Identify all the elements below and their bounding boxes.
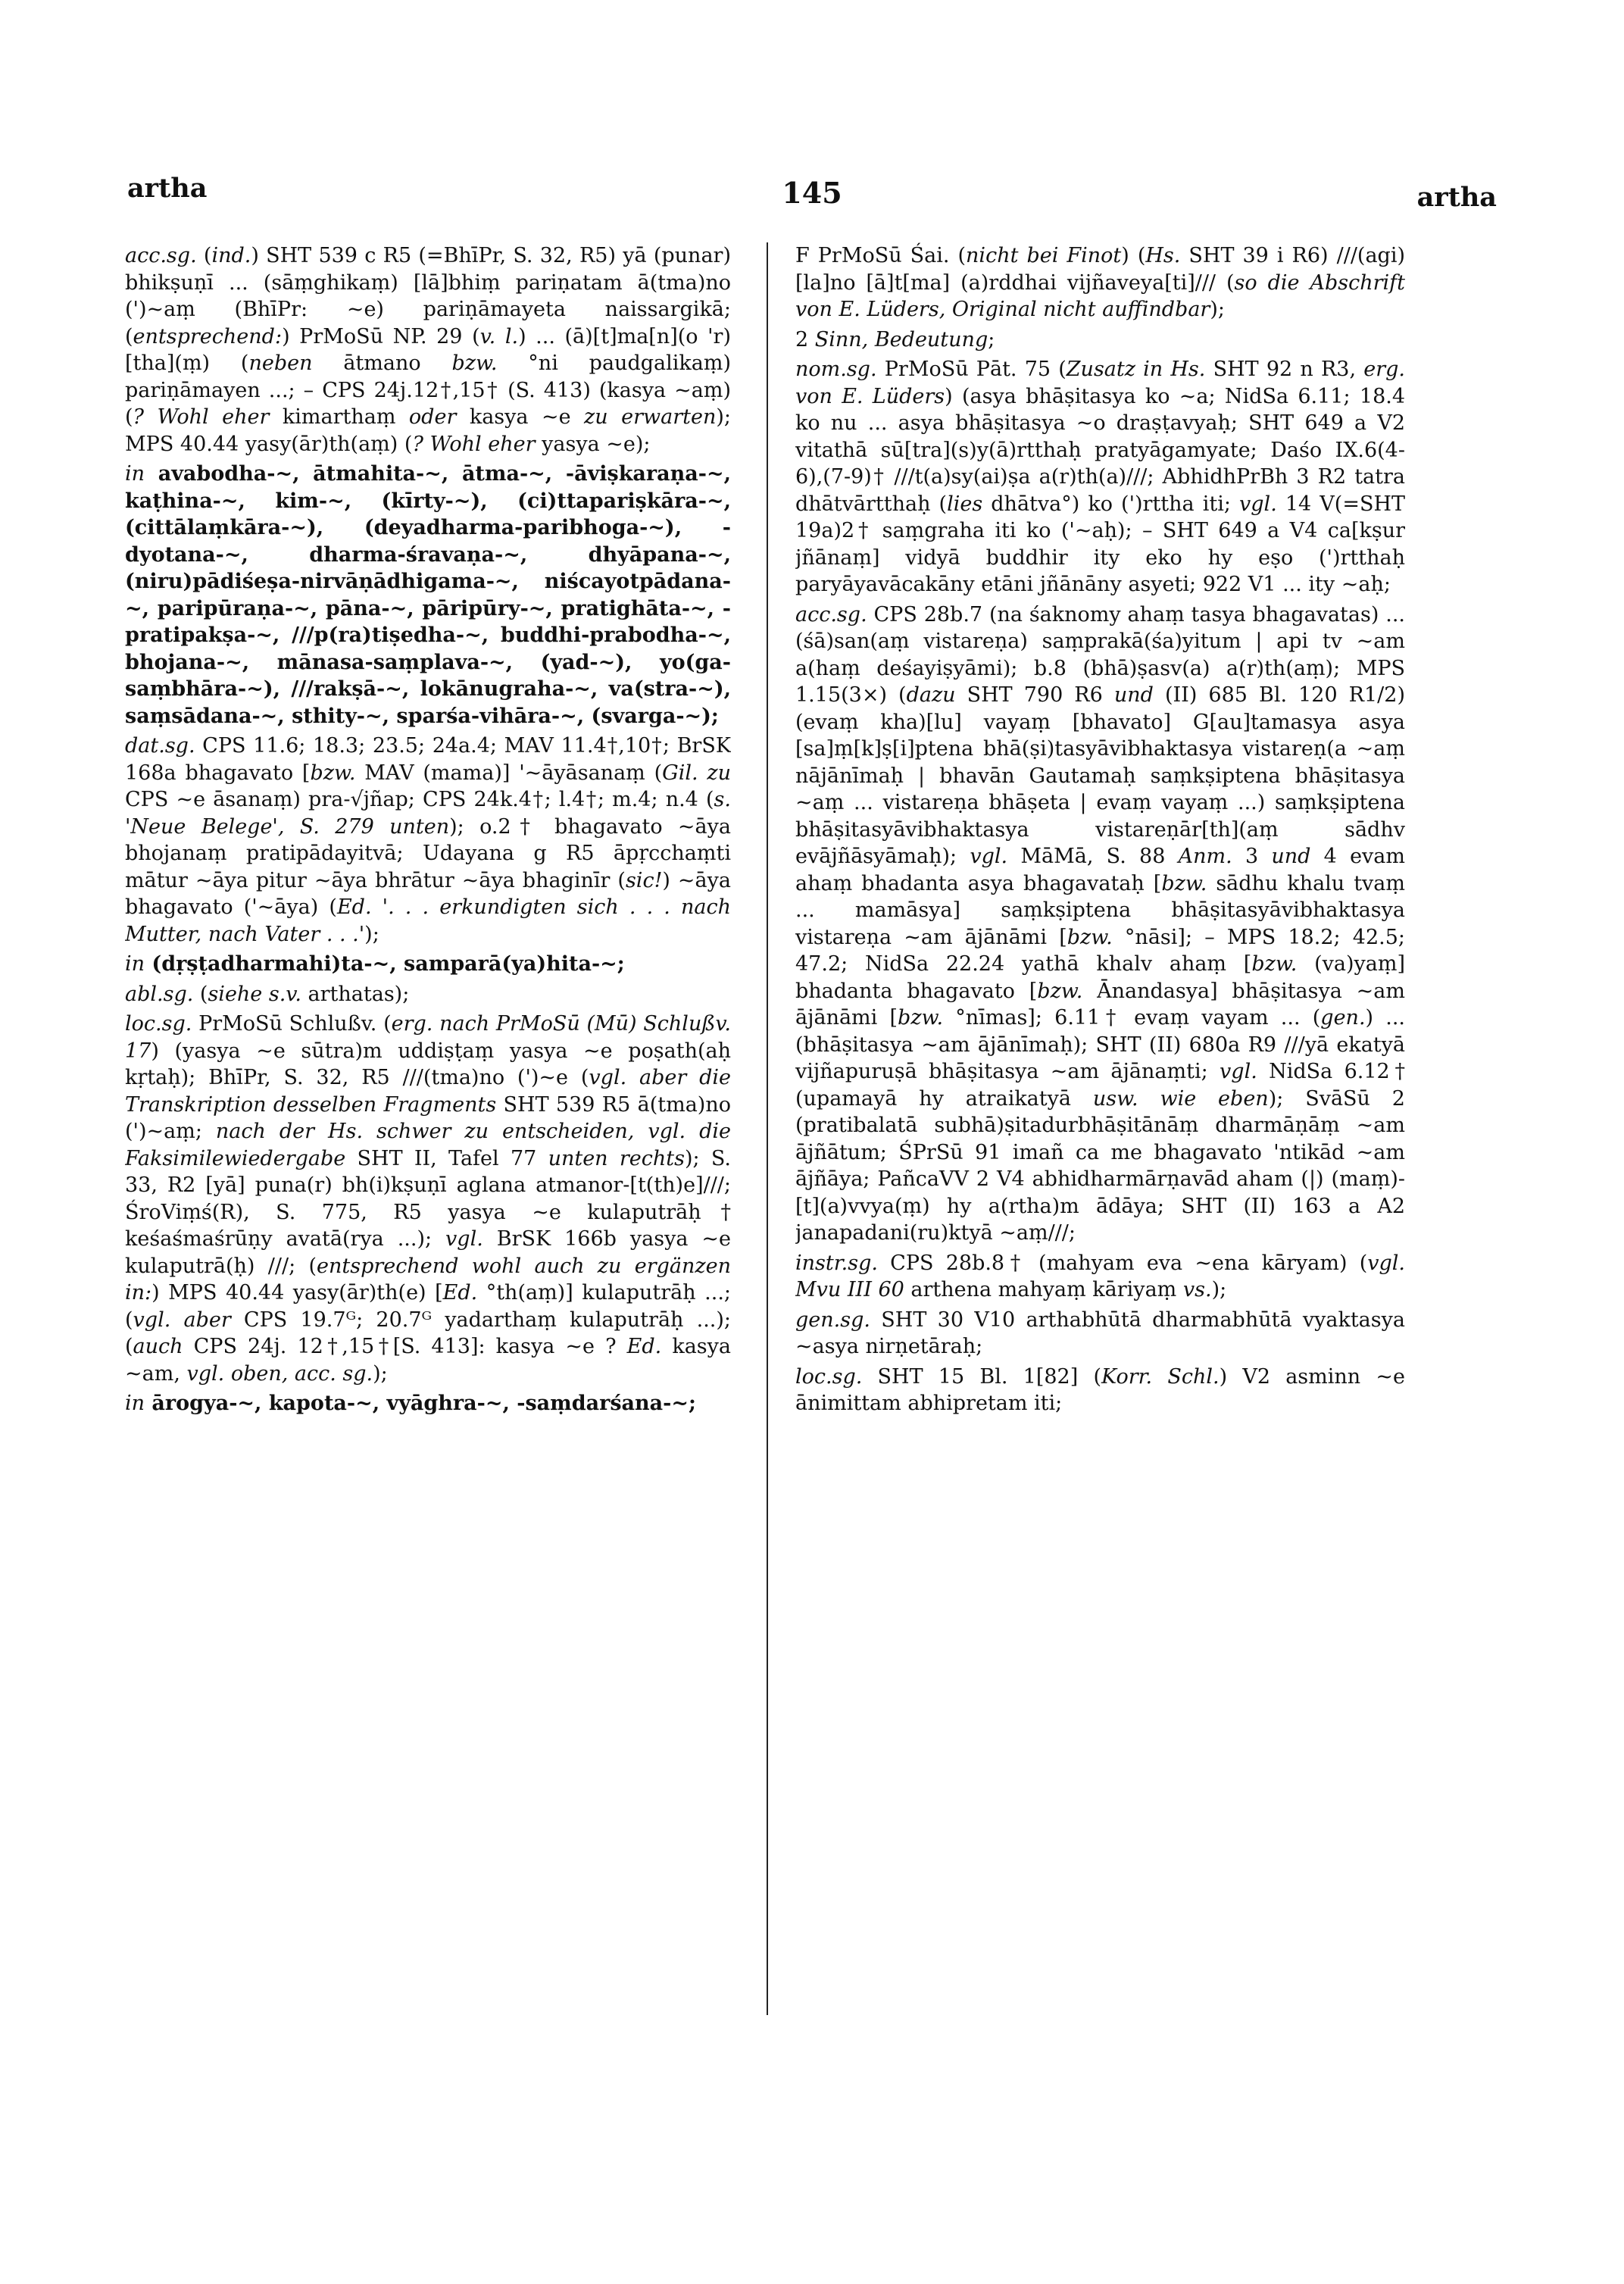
text-run: loc.sg. bbox=[795, 1364, 863, 1389]
text-run: MāMā, S. 88 bbox=[1007, 845, 1179, 868]
text-run: entsprechend wohl auch zu ergänzen in: bbox=[125, 1254, 731, 1304]
text-run: dhātva°) ko (')rttha iti; bbox=[982, 492, 1240, 516]
page-number: 145 bbox=[782, 176, 842, 210]
text-run: ( bbox=[196, 244, 212, 267]
text-run: F PrMoSū Śai. ( bbox=[795, 244, 967, 267]
text-run: CPS 19.7ᴳ; 20.7ᴳ yadarthaṃ kulaputrāḥ ...); ( bbox=[125, 1308, 731, 1358]
column-divider bbox=[767, 242, 768, 2015]
text-run: Ed. bbox=[626, 1335, 662, 1358]
text-run: erg. von E. Lüders bbox=[795, 358, 1405, 408]
text-run: BrSK 166b yasya ~e kulaputrā(ḥ) ///; ( bbox=[125, 1227, 731, 1278]
text-run: Ānandasya] bhāṣitasya ~am ājānāmi [ bbox=[795, 979, 1405, 1030]
text-run: oder bbox=[408, 405, 457, 429]
text-run: ) V2 asminn ~e ānimittam abhipretam iti; bbox=[795, 1364, 1405, 1415]
text-run: ) (asya bhāṣitasya ko ~a; NidSa 6.11; 18.4 ko nu ... asya bhāṣitasya ~o draṣṭavyaḥ; SHT 649 a V2 vitathā sū[tra](s)y(ā)rtthaḥ pratyāgamyate; Daśo IX.6(4-6),(7-9)† ///t(a)sy(ai)ṣa a(r)th(a)///; AbhidhPrBh 3 R2 tatra dhātvārtthaḥ ( bbox=[795, 384, 1405, 516]
text-run: vgl. aber die Transkription desselben Fragments bbox=[125, 1066, 731, 1117]
text-run: arthena mahyaṃ kāriyaṃ bbox=[904, 1278, 1183, 1301]
text-run: kimarthaṃ bbox=[269, 405, 409, 429]
text-run: v. l. bbox=[479, 324, 519, 348]
text-run: dat.sg. bbox=[125, 734, 195, 758]
text-run: Sinn, Bedeutung bbox=[814, 327, 988, 352]
text-run: acc.sg. bbox=[795, 602, 867, 626]
text-run: (va)yaṃ] bhadanta bhagavato [ bbox=[795, 952, 1405, 1003]
text-run: vs. bbox=[1182, 1278, 1212, 1301]
text-run: nom.sg. bbox=[795, 358, 877, 381]
entry-paragraph bbox=[795, 1364, 1405, 1417]
entry-paragraph bbox=[125, 733, 731, 948]
entry-paragraph bbox=[125, 242, 731, 458]
text-run: in bbox=[125, 462, 145, 486]
text-run: ) ( bbox=[1121, 244, 1146, 267]
text-run: in bbox=[125, 952, 145, 976]
text-run: kasya ~am, bbox=[125, 1335, 731, 1386]
text-run: SHT 539 R5 ā(tma)no (')~aṃ; bbox=[125, 1092, 731, 1143]
text-run: instr.sg. bbox=[795, 1251, 878, 1275]
text-run: vgl. bbox=[970, 845, 1008, 868]
text-run: Ed. '. . . erkundigten sich . . . nach Mutter, nach Vater . . .' bbox=[125, 895, 731, 946]
text-run: 3 bbox=[1232, 845, 1272, 868]
text-run: bzw. bbox=[451, 352, 498, 375]
text-run: bzw. bbox=[1067, 925, 1113, 949]
text-run: ) ~āya bhagavato ('~āya) ( bbox=[125, 868, 731, 919]
entry-paragraph bbox=[795, 601, 1405, 1247]
text-run: dazu bbox=[906, 683, 956, 707]
text-run: s. 'Neue Belege', S. 279 unten bbox=[125, 788, 731, 839]
text-run: Korr. Schl. bbox=[1101, 1364, 1220, 1389]
left-column bbox=[125, 242, 731, 2242]
text-run: ) ... (bhāṣitasya ~am ājānīmaḥ); SHT (II) 680a R9 ///yā ekatyā vijñapuruṣā bhāṣitasya ~am ājānaṃti; bbox=[795, 1006, 1405, 1083]
text-run: ( bbox=[193, 982, 208, 1006]
text-run: CPS 28b.7 (na śaknomy ahaṃ tasya bhagavatas) ... (śā)san(aṃ vistareṇa) saṃprakā(śa)yitum | api tv ~am a(haṃ deśayiṣyāmi); b.8 (bhā)ṣasv(a) a(r)th(aṃ); MPS 1.15(3×) ( bbox=[795, 602, 1405, 707]
text-run: °nīmas]; 6.11† evaṃ vayam ... ( bbox=[943, 1006, 1321, 1030]
text-run: ? Wohl eher bbox=[133, 405, 270, 429]
text-run: ); bbox=[1210, 298, 1225, 321]
text-run: ātmano bbox=[312, 352, 452, 375]
text-run: (II) 685 Bl. 120 R1/2) (evaṃ kha)[lu] vayaṃ [bhavato] G[au]tamasya asya [sa]ṃ[k]ṣ[i]ptena bhā(ṣi)tasyāvibhaktasya vistareṇ(a ~aṃ nājānīmaḥ | bhavān Gautamaḥ saṃkṣiptena bhāṣitasya ~aṃ ... vistareṇa bhāṣeta | evaṃ vayaṃ ...) saṃkṣiptena bhāṣitasyāvibhaktasya vistareṇār[th](aṃ sādhv evājñāsyāmaḥ); bbox=[795, 683, 1405, 868]
text-run: ); bbox=[1211, 1278, 1227, 1301]
text-run: vgl. aber bbox=[133, 1308, 231, 1332]
text-run: SHT 15 Bl. 1[82] ( bbox=[862, 1364, 1101, 1389]
text-run: ind. bbox=[211, 244, 251, 267]
text-run: SHT 30 V10 arthabhūtā dharmabhūtā vyaktasya ~asya nirṇetāraḥ; bbox=[795, 1308, 1405, 1358]
text-run: kasya ~e bbox=[456, 405, 585, 429]
text-run: avabodha-~, ātmahita-~, ātma-~, -āviṣkaraṇa-~, kaṭhina-~, kim-~, (kīrty-~), (ci)ttapariṣkāra-~, (cittālaṃkāra-~), (deyadharma-paribhoga-~), -dyotana-~, dharma-śravaṇa-~, dhyāpana-~, (niru)pādiśeṣa-nirvāṇādhigama-~, niścayotpādana-~, paripūraṇa-~, pāna-~, pāripūry-~, pratighāta-~, -pratipakṣa-~, ///p(ra)tiṣedha-~, buddhi-prabodha-~, bhojana-~, mānasa-saṃplava-~, (yad-~), yo(ga-saṃbhāra-~), ///rakṣā-~, lokānugraha-~, va(stra-~), saṃsādana-~, sthity-~, sparśa-vihāra-~, (svarga-~); bbox=[125, 462, 731, 728]
text-run: bzw. bbox=[1161, 871, 1207, 895]
text-run: (dṛṣṭadharmahi)ta-~, samparā(ya)hita-~; bbox=[145, 952, 625, 976]
entry-paragraph bbox=[125, 951, 731, 978]
text-run: ) SHT 539 c R5 (=BhīPr, S. 32, R5) yā (punar) bhikṣuṇī ... (sāṃghikaṃ) [lā]bhiṃ pariṇatam ā(tma)no (')~aṃ (BhīPr: ~e) pariṇāmayeta naissargikā; ( bbox=[125, 244, 731, 348]
text-run: ) MPS 40.44 yasy(ār)th(e) [ bbox=[151, 1281, 443, 1304]
text-run: entsprechend: bbox=[133, 324, 283, 348]
entry-paragraph bbox=[125, 981, 731, 1008]
text-run: CPS 11.6; 18.3; 23.5; 24a.4; MAV 11.4†,10†; BrSK 168a bhagavato [ bbox=[125, 734, 731, 785]
text-run: sādhu khalu tvaṃ ... mamāsya] saṃkṣiptena bhāṣitasyāvibhaktasya vistareṇa ~am ājānāmi [ bbox=[795, 871, 1405, 949]
entry-paragraph bbox=[795, 242, 1405, 323]
text-run: vgl. bbox=[1239, 492, 1277, 516]
text-run: ); SvāSū 2 (pratibalatā subhā)ṣitadurbhāṣitānāṃ dharmāṇāṃ ~am ājñātum; ŚPrSū 91 imañ ca me bhagavato 'ntikād ~am ājñāya; PañcaVV 2 V4 abhidharmārṇavād aham (|) (maṃ)-[t](a)vvya(ṃ) hy a(rtha)m ādāya; SHT (II) 163 a A2 janapadani(ru)ktyā ~aṃ///; bbox=[795, 1086, 1405, 1245]
entry-paragraph bbox=[125, 461, 731, 730]
text-run: Anm. bbox=[1178, 845, 1232, 868]
text-run: °ni paudgalikaṃ) pariṇāmayen ...; – CPS 24j.12†,15† (S. 413) (kasya ~aṃ) ( bbox=[125, 352, 731, 429]
text-run: ); S. 33, R2 [yā] puna(r) bh(i)kṣuṇī aglana atmanor-[t(th)e]///; ŚroViṃś(R), S. 775, R5 yasya ~e kulaputrāḥ† keśaśmaśrūṇy avatā(rya ...); bbox=[125, 1146, 731, 1251]
text-run: bzw. bbox=[310, 761, 356, 785]
text-run: °nāsi]; – MPS 18.2; 42.5; 47.2; NidSa 22.24 yathā khalv ahaṃ [ bbox=[795, 925, 1405, 976]
text-run: PrMoSū Schlußv. ( bbox=[192, 1012, 392, 1036]
running-head-left: artha bbox=[127, 173, 208, 204]
text-run: vgl. oben, acc. sg. bbox=[186, 1361, 373, 1386]
text-run: ); MPS 40.44 yasy(ār)th(aṃ) ( bbox=[125, 405, 731, 456]
text-run: ) (yasya ~e sūtra)m uddiṣṭaṃ yasya ~e poṣath(aḥ kṛtaḥ); BhīPr, S. 32, R5 ///(tma)no (')~e ( bbox=[125, 1039, 731, 1089]
text-run: 4 evam ahaṃ bhadanta asya bhagavataḥ [ bbox=[795, 845, 1405, 895]
text-run: unten rechts bbox=[548, 1146, 685, 1170]
right-column bbox=[795, 242, 1405, 2242]
text-run: gen. bbox=[1320, 1006, 1366, 1030]
entry-paragraph bbox=[125, 1011, 731, 1387]
text-run: MAV (mama)] '~āyāsanaṃ ( bbox=[355, 761, 663, 785]
running-head-right: artha bbox=[1416, 182, 1497, 213]
text-run: arthatas); bbox=[301, 982, 410, 1006]
page-header bbox=[0, 0, 1624, 227]
text-run: CPS 28b.8† (mahyam eva ~ena kāryam) ( bbox=[877, 1251, 1368, 1275]
text-run: SHT 92 n R3, bbox=[1205, 358, 1364, 381]
text-run: Zusatz in Hs. bbox=[1066, 358, 1206, 381]
text-run: vgl. bbox=[1220, 1060, 1257, 1083]
text-run: ; bbox=[988, 327, 995, 352]
text-run: nach der Hs. schwer zu entscheiden, vgl. die Faksimilewiedergabe bbox=[125, 1120, 731, 1170]
text-run: lies bbox=[947, 492, 983, 516]
text-run: ); o.2† bhagavato ~āya bhojanaṃ pratipādayitvā; Udayana g R5 āpṛcchaṃti mātur ~āya pitur ~āya bhrātur ~āya bhaginīr ( bbox=[125, 814, 731, 892]
text-run: neben bbox=[248, 352, 313, 375]
text-run: ārogya-~, kapota-~, vyāghra-~, -saṃdarśana-~; bbox=[145, 1392, 696, 1415]
text-run: 2 bbox=[795, 327, 815, 352]
text-run: und bbox=[1113, 683, 1154, 707]
entry-paragraph bbox=[795, 356, 1405, 598]
text-run: ) PrMoSū NP. 29 ( bbox=[282, 324, 480, 348]
text-run: siehe s.v. bbox=[208, 982, 301, 1006]
text-run: und bbox=[1271, 845, 1311, 868]
text-run: ); bbox=[373, 1361, 388, 1386]
text-run: abl.sg. bbox=[125, 982, 194, 1006]
text-run: erg. nach PrMoSū (Mū) Schlußv. 17 bbox=[125, 1012, 731, 1063]
text-run: zu erwarten bbox=[584, 405, 717, 429]
entry-paragraph bbox=[795, 1307, 1405, 1361]
text-run: vgl. Mvu III 60 bbox=[795, 1251, 1405, 1301]
entry-paragraph bbox=[125, 1390, 731, 1417]
text-run: yasya ~e); bbox=[535, 432, 651, 456]
text-run: °th(aṃ)] kulaputrāḥ ...; ( bbox=[125, 1281, 731, 1332]
text-run: acc.sg. bbox=[125, 244, 197, 267]
text-run: nicht bei Finot bbox=[966, 244, 1122, 267]
text-run: PrMoSū Pāt. 75 ( bbox=[876, 358, 1067, 381]
text-run: Ed. bbox=[442, 1281, 478, 1304]
text-run: loc.sg. bbox=[125, 1012, 192, 1036]
text-run: Hs. bbox=[1145, 244, 1181, 267]
text-run: vgl. bbox=[445, 1227, 483, 1251]
text-run: CPS 24j. 12†,15†[S. 413]: kasya ~e ? bbox=[183, 1335, 627, 1358]
text-run: 14 V(=SHT 19a)2† saṃgraha iti ko ('~aḥ); – SHT 649 a V4 ca[kṣur jñānaṃ] vidyā buddhir ity eko hy eṣo (')rtthaḥ paryāyavācakāny etāni jñānāny asyeti; 922 V1 ... ity ~aḥ; bbox=[795, 492, 1405, 596]
text-run: ); bbox=[364, 922, 379, 946]
text-run: Gil. zu bbox=[662, 761, 731, 785]
text-run: NidSa 6.12† (upamayā hy atraikatyā bbox=[795, 1060, 1405, 1111]
text-run: bzw. bbox=[1037, 979, 1083, 1003]
text-run: ) ... (ā)[t]ma[n](o 'r)[tha](ṃ) ( bbox=[125, 324, 731, 375]
text-run: so die Abschrift von E. Lüders, Original nicht auffindbar bbox=[795, 270, 1405, 321]
text-run: SHT 39 i R6) ///(agi)[la]no [ā]t[ma] (a)rddhai vijñaveya[ti]/// ( bbox=[795, 244, 1405, 295]
text-run: bzw. bbox=[1251, 952, 1298, 976]
entry-paragraph bbox=[795, 327, 1405, 354]
text-run: in bbox=[125, 1392, 145, 1415]
text-run: bzw. bbox=[898, 1006, 944, 1030]
text-run: sic! bbox=[625, 868, 663, 892]
text-run: usw. wie eben bbox=[1092, 1086, 1269, 1111]
text-run: CPS ~e āsanaṃ) pra-√jñap; CPS 24k.4†; l.4†; m.4; n.4 ( bbox=[125, 788, 714, 811]
text-run: auch bbox=[133, 1335, 183, 1358]
text-run: gen.sg. bbox=[795, 1308, 870, 1332]
text-run: SHT II, Tafel 77 bbox=[345, 1146, 548, 1170]
entry-paragraph bbox=[795, 1250, 1405, 1304]
text-run: SHT 790 R6 bbox=[955, 683, 1114, 707]
text-run: ? Wohl eher bbox=[412, 432, 536, 456]
